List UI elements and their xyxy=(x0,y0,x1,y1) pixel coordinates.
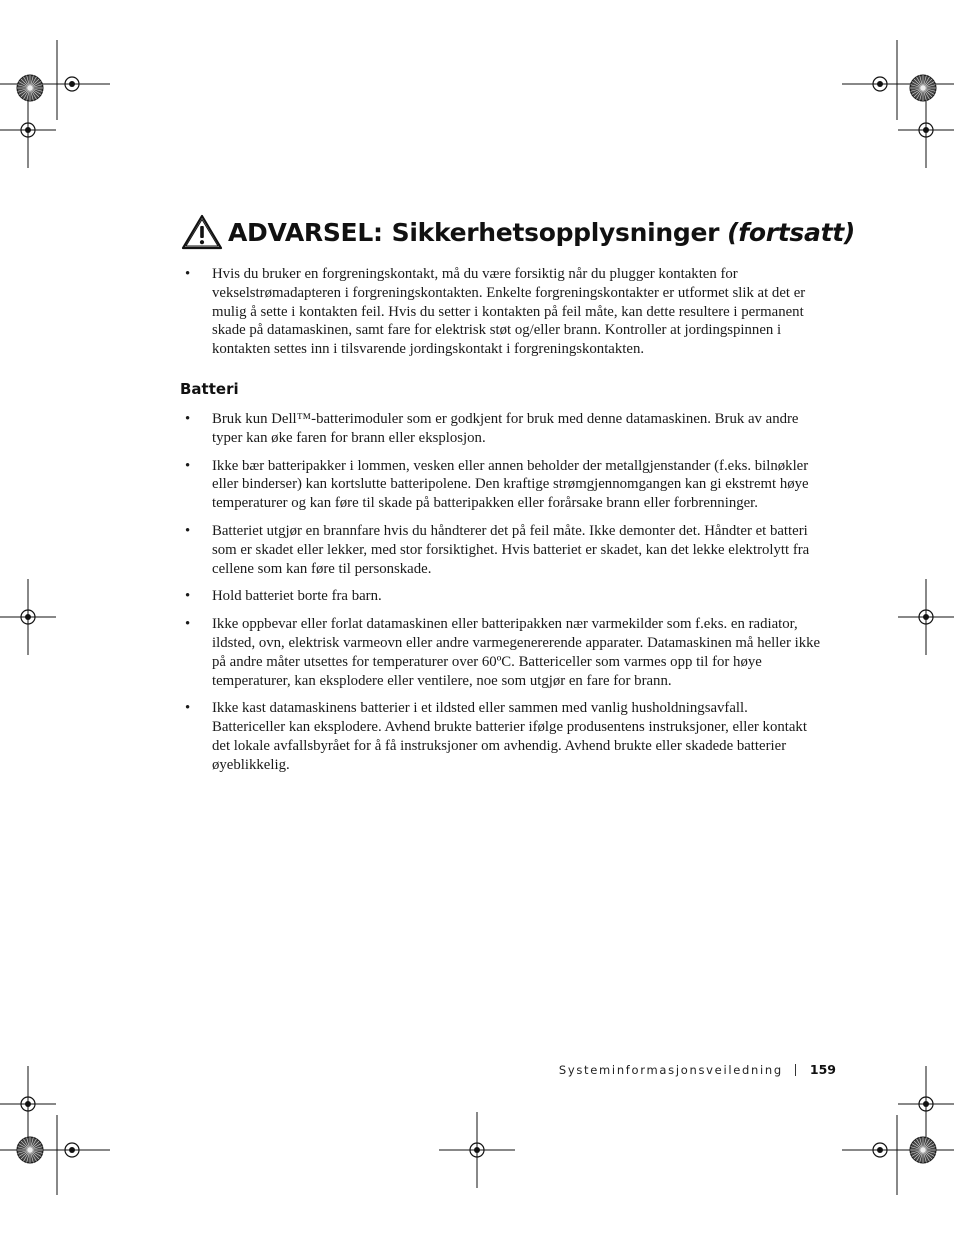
list-item-text: Batteriet utgjør en brannfare hvis du håndterer det på feil måte. Ikke demonter det. Håndter et batteri som er skadet eller lekker, med stor forsiktighet. Hvis batteriet er skadet, kan det lekke elektrolytt fra cellene som kan føre til personskade. xyxy=(212,522,810,577)
list-item xyxy=(183,587,823,606)
starburst-mark xyxy=(910,1137,936,1163)
list-item xyxy=(183,522,823,578)
crosshair-mark xyxy=(898,92,954,168)
list-item-text: Hold batteriet borte fra barn. xyxy=(212,588,382,605)
list-item xyxy=(183,410,823,448)
heading-title: Sikkerhetsopplysninger xyxy=(391,217,720,247)
list-item-text: Ikke oppbevar eller forlat datamaskinen eller batteripakken nær varmekilder som f.eks. en radiator, ildsted, ovn, elektrisk varmeovn eller andre varmegenererende apparater. Datamaskinen må heller ikke på andre måter utsettes for temperaturer over 60ºC. Battericeller som varmes opp til for høye temperaturer, kan eksplodere eller ventilere, noe som utgjør en fare for brann. xyxy=(212,616,821,689)
list-item-text: Hvis du bruker en forgreningskontakt, må du være forsiktig når du plugger kontakten for vekselstrømadapteren i forgreningskontakten. Enkelte forgreningskontakter er utformet slik at det er mulig å sette i kontakten feil. Hvis du setter i kontakten på feil måte, kan dette resultere i permanent skade på datamaskinen, samt fare for elektrisk støt og/eller brann. Kontroller at jordingspinnen i kontakten settes inn i tilsvarende jordingskontakt i forgreningskontakten. xyxy=(212,266,806,358)
heading-continued: (fortsatt) xyxy=(727,217,855,247)
bullet: • xyxy=(185,588,191,605)
list-item-text: Bruk kun Dell™-batterimoduler som er godkjent for bruk med denne datamaskinen. Bruk av andre typer kan øke faren for brann eller eksplosjon. xyxy=(212,411,799,446)
page-heading xyxy=(181,214,855,250)
list-item xyxy=(183,699,823,774)
footer-guide-name: Systeminformasjonsveiledning xyxy=(558,1062,783,1077)
warning-label: ADVARSEL: xyxy=(228,217,383,247)
bullet: • xyxy=(185,411,191,427)
list-item-text: Ikke kast datamaskinens batterier i et ildsted eller sammen med vanlig husholdningsavfall. Battericeller kan eksplodere. Avhend brukte batterier ifølge produsentens instruksjoner, eller kontakt det lokale avfallsbyrået for å få instruksjoner om avhendig. Avhend brukte eller skadede batterier øyeblikkelig. xyxy=(212,700,807,773)
page-footer xyxy=(559,1062,836,1077)
list-item-text: Ikke bær batteripakker i lommen, vesken eller annen beholder der metallgjenstander (f.eks. bilnøkler eller binderser) kan kortslutte batteripolene. Den kraftige strømgjennomgangen kan gi ekstremt høye temperaturer og kan føre til skade på batteripakken eller forårsake brann eller forbrenninger. xyxy=(212,457,809,512)
bullet: • xyxy=(185,616,191,633)
crosshair-mark xyxy=(898,1066,954,1142)
bullet: • xyxy=(185,457,191,474)
bullet: • xyxy=(185,700,191,717)
list-item xyxy=(183,265,823,359)
crosshair-mark xyxy=(0,92,56,168)
starburst-mark xyxy=(910,75,936,101)
starburst-mark xyxy=(17,1137,43,1163)
list-item xyxy=(183,615,823,690)
page-number: 159 xyxy=(809,1062,836,1077)
bullet: • xyxy=(185,266,191,282)
list-item xyxy=(183,457,823,513)
warning-icon xyxy=(181,214,223,250)
crosshair-mark xyxy=(439,1112,515,1188)
section-heading-batteri: Batteri xyxy=(180,380,239,398)
footer-separator xyxy=(795,1064,796,1076)
bullet: • xyxy=(185,522,191,539)
crosshair-mark xyxy=(898,579,954,655)
battery-list xyxy=(183,410,823,784)
starburst-mark xyxy=(17,75,43,101)
crosshair-mark xyxy=(0,579,56,655)
crosshair-mark xyxy=(0,1066,56,1142)
intro-list xyxy=(183,265,823,368)
